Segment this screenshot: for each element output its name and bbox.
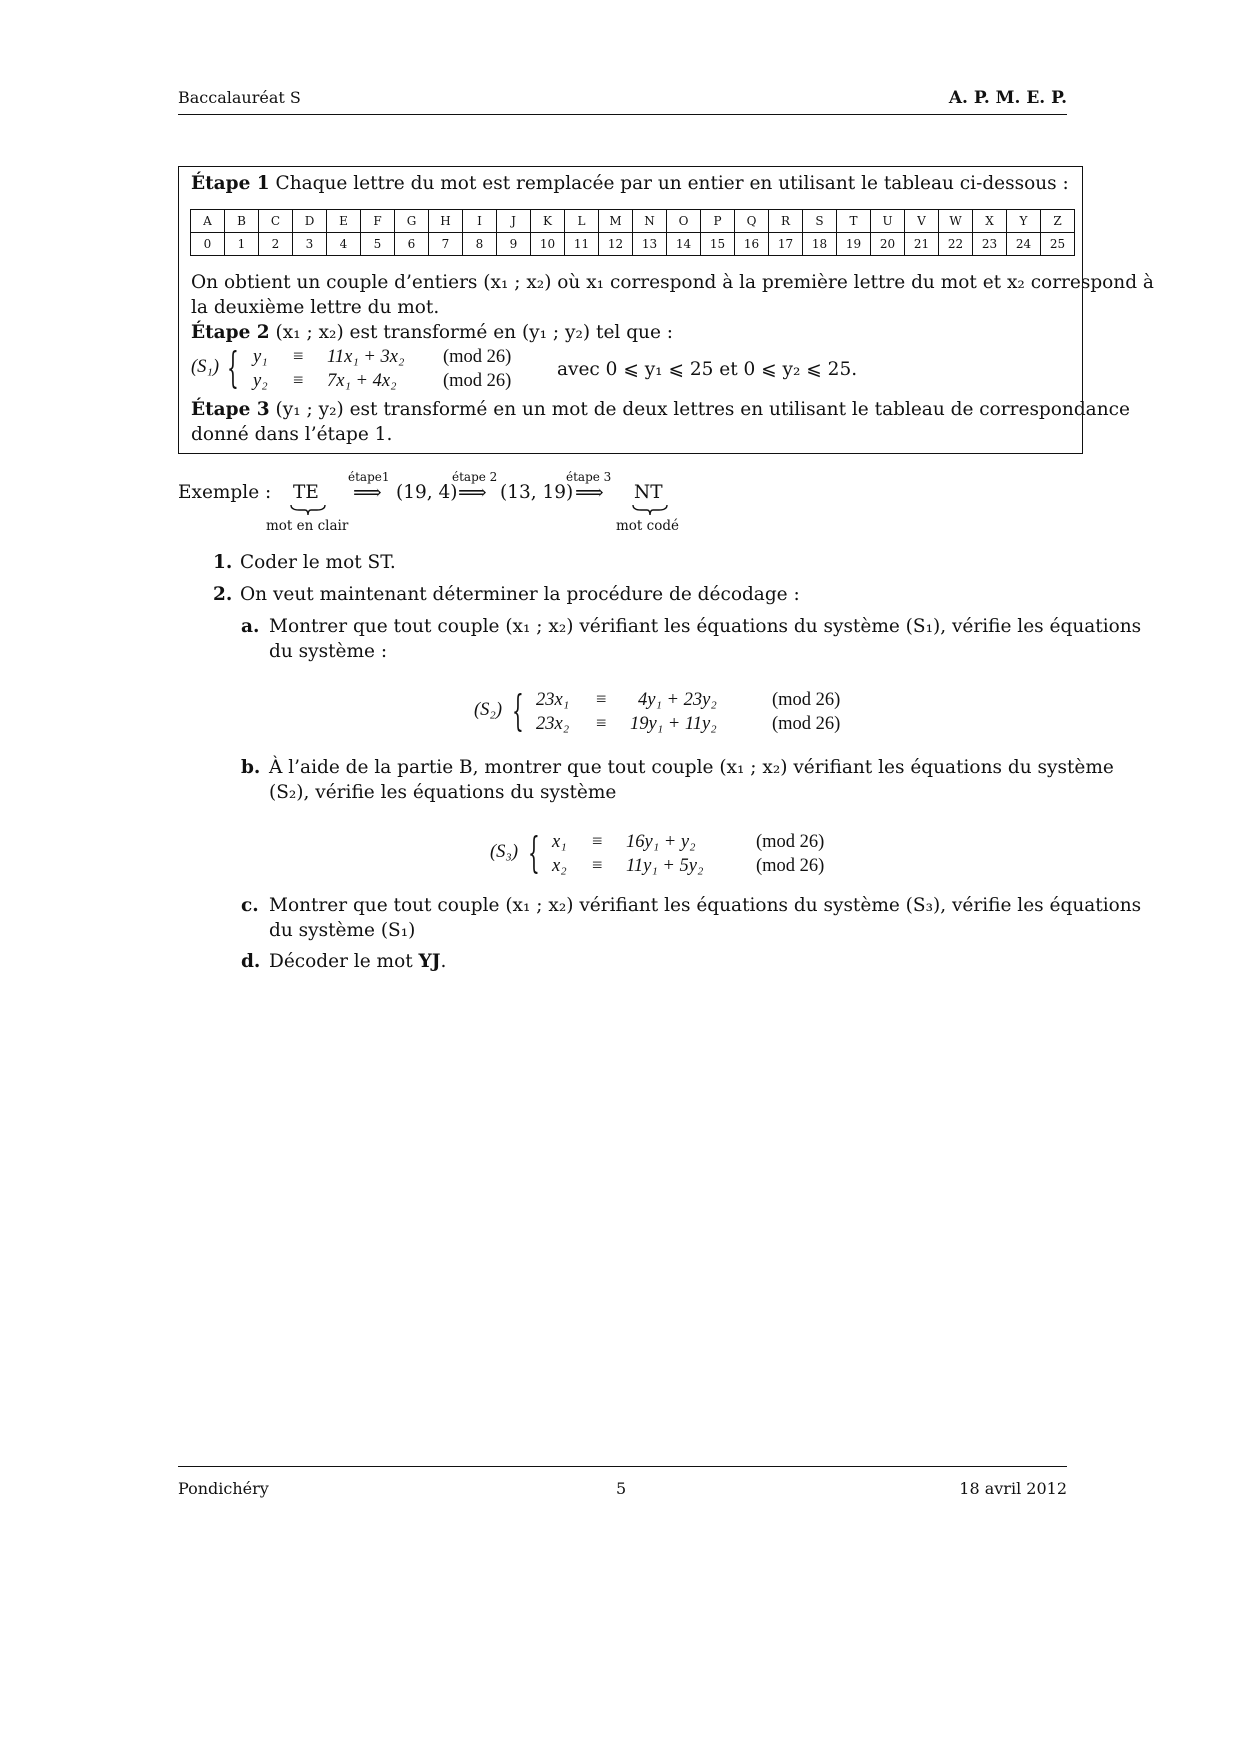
number-cell: 15	[701, 233, 735, 256]
s3-row2-rel: ≡	[592, 856, 603, 876]
etape2-text: (x₁ ; x₂) est transformé en (y₁ ; y₂) tel que :	[269, 322, 674, 343]
number-cell: 0	[191, 233, 225, 256]
qb-line-1: À l’aide de la partie B, montrer que tout couple (x₁ ; x₂) vérifiant les équations du système	[269, 757, 1114, 778]
s2-row2-rel: ≡	[596, 714, 607, 734]
s3-row1-lhs: x₁	[552, 832, 567, 852]
number-cell: 1	[225, 233, 259, 256]
s1-row1-lhs: y₁	[253, 347, 268, 367]
qd-number: d.	[241, 951, 261, 972]
number-cell: 19	[837, 233, 871, 256]
header-apmep: A. P. M. E. P.	[948, 88, 1067, 108]
letter-cell: U	[871, 210, 905, 233]
example-step1: étape1	[348, 470, 390, 484]
s2-row2-mod: (mod 26)	[772, 714, 841, 734]
s2-brace: {	[512, 688, 524, 737]
s1-brace: {	[227, 345, 239, 394]
s2-row2-lhs: 23x₂	[536, 714, 570, 734]
etape3-line-2: donné dans l’étape 1.	[191, 424, 393, 445]
s2-row1-lhs: 23x₁	[536, 690, 570, 710]
letter-cell: I	[463, 210, 497, 233]
number-cell: 11	[565, 233, 599, 256]
letter-cell: W	[939, 210, 973, 233]
footer-location: Pondichéry	[178, 1479, 269, 1498]
number-cell: 18	[803, 233, 837, 256]
letter-cell: H	[429, 210, 463, 233]
example-arrow-2-icon: ⟹	[458, 480, 487, 504]
qa-line-2: du système :	[269, 641, 388, 662]
s2-row1-mod: (mod 26)	[772, 690, 841, 710]
qb-number: b.	[241, 757, 261, 778]
etape3-line	[191, 399, 1130, 420]
s1-condition: avec 0 ⩽ y₁ ⩽ 25 et 0 ⩽ y₂ ⩽ 25.	[557, 359, 858, 380]
letter-cell: B	[225, 210, 259, 233]
page-header	[178, 88, 1067, 115]
letters-row	[191, 210, 1075, 233]
letter-cell: C	[259, 210, 293, 233]
s1-row1-rel: ≡	[293, 347, 304, 367]
qc-line-1: Montrer que tout couple (x₁ ; x₂) vérifiant les équations du système (S₃), vérifie les équations	[269, 895, 1142, 916]
qb-line-2: (S₂), vérifie les équations du système	[269, 782, 617, 803]
footer-page-number: 5	[616, 1479, 627, 1498]
number-cell: 5	[361, 233, 395, 256]
couple-line-2: la deuxième lettre du mot.	[191, 297, 440, 318]
qa-line-1: Montrer que tout couple (x₁ ; x₂) vérifiant les équations du système (S₁), vérifie les équations	[269, 616, 1142, 637]
system-s3	[490, 830, 890, 880]
example-word-plain: TE	[293, 482, 319, 503]
example-step3: étape 3	[566, 470, 612, 484]
letter-cell: Z	[1041, 210, 1075, 233]
letter-cell: G	[395, 210, 429, 233]
letter-cell: D	[293, 210, 327, 233]
s3-name: (S₃)	[490, 842, 519, 862]
etape1-label: Étape 1	[191, 173, 270, 194]
example-word-plain-caption: mot en clair	[266, 518, 349, 534]
s3-row1-mod: (mod 26)	[756, 832, 825, 852]
number-cell: 17	[769, 233, 803, 256]
underbrace-plain-icon	[290, 504, 326, 516]
alphabet-table	[190, 209, 1075, 256]
example-arrow-1-icon: ⟹	[353, 480, 382, 504]
letter-cell: O	[667, 210, 701, 233]
system-s2	[474, 688, 874, 738]
letter-cell: F	[361, 210, 395, 233]
letter-cell: L	[565, 210, 599, 233]
number-cell: 16	[735, 233, 769, 256]
number-cell: 24	[1007, 233, 1041, 256]
s1-row1-rhs: 11x₁ + 3x₂	[327, 347, 405, 367]
letter-cell: R	[769, 210, 803, 233]
letter-cell: E	[327, 210, 361, 233]
etape3-label: Étape 3	[191, 399, 270, 420]
coding-procedure-box	[178, 166, 1154, 454]
system-s1	[191, 345, 1071, 395]
letter-cell: V	[905, 210, 939, 233]
example-diagram	[178, 470, 778, 540]
s3-row2-rhs: 11y₁ + 5y₂	[626, 856, 704, 876]
q2-text: On veut maintenant déterminer la procédure de décodage :	[240, 584, 800, 605]
letter-cell: K	[531, 210, 565, 233]
s1-row2-rel: ≡	[293, 371, 304, 391]
number-cell: 14	[667, 233, 701, 256]
q1-text: Coder le mot ST.	[240, 552, 396, 573]
qd-end: .	[440, 951, 447, 972]
s3-row1-rel: ≡	[592, 832, 603, 852]
etape2-line	[191, 322, 673, 343]
qc-line-2: du système (S₁)	[269, 920, 416, 941]
letter-cell: A	[191, 210, 225, 233]
s1-row2-rhs: 7x₁ + 4x₂	[327, 371, 397, 391]
number-cell: 7	[429, 233, 463, 256]
s2-row1-rel: ≡	[596, 690, 607, 710]
footer-date: 18 avril 2012	[959, 1479, 1067, 1498]
example-pair1: (19, 4)	[396, 482, 458, 503]
page-footer	[178, 1466, 1067, 1497]
s2-row2-rhs: 19y₁ + 11y₂	[630, 714, 717, 734]
q2-number: 2.	[213, 584, 233, 605]
etape3-text: (y₁ ; y₂) est transformé en un mot de deux lettres en utilisant le tableau de correspondance	[269, 399, 1130, 420]
number-cell: 6	[395, 233, 429, 256]
etape1-line	[191, 173, 1069, 194]
qd-word: YJ	[418, 951, 441, 972]
number-cell: 2	[259, 233, 293, 256]
number-cell: 3	[293, 233, 327, 256]
q1-number: 1.	[213, 552, 233, 573]
qc-number: c.	[241, 895, 259, 916]
letter-cell: N	[633, 210, 667, 233]
s3-row2-mod: (mod 26)	[756, 856, 825, 876]
example-word-coded: NT	[634, 482, 663, 503]
underbrace-coded-icon	[632, 504, 668, 516]
number-cell: 23	[973, 233, 1007, 256]
example-label: Exemple :	[178, 482, 272, 503]
qd-text: Décoder le mot	[269, 951, 419, 972]
example-word-coded-caption: mot codé	[616, 518, 679, 534]
letter-cell: X	[973, 210, 1007, 233]
letter-cell: T	[837, 210, 871, 233]
letter-cell: Q	[735, 210, 769, 233]
number-cell: 8	[463, 233, 497, 256]
letter-cell: P	[701, 210, 735, 233]
numbers-row	[191, 233, 1075, 256]
number-cell: 22	[939, 233, 973, 256]
number-cell: 12	[599, 233, 633, 256]
number-cell: 25	[1041, 233, 1075, 256]
example-pair2: (13, 19)	[500, 482, 574, 503]
s1-row2-lhs: y₂	[253, 371, 268, 391]
letter-cell: S	[803, 210, 837, 233]
qd-line	[269, 951, 446, 972]
s3-row1-rhs: 16y₁ + y₂	[626, 832, 696, 852]
s2-row1-rhs: 4y₁ + 23y₂	[638, 690, 717, 710]
number-cell: 21	[905, 233, 939, 256]
etape1-text: Chaque lettre du mot est remplacée par un entier en utilisant le tableau ci-dessous :	[269, 173, 1069, 194]
letter-cell: J	[497, 210, 531, 233]
number-cell: 10	[531, 233, 565, 256]
number-cell: 13	[633, 233, 667, 256]
example-arrow-3-icon: ⟹	[575, 480, 604, 504]
example-step2: étape 2	[452, 470, 498, 484]
s1-row1-mod: (mod 26)	[443, 347, 512, 367]
letter-cell: M	[599, 210, 633, 233]
s1-name: (S₁)	[191, 357, 220, 377]
number-cell: 4	[327, 233, 361, 256]
letter-cell: Y	[1007, 210, 1041, 233]
qa-number: a.	[241, 616, 260, 637]
s2-name: (S₂)	[474, 700, 503, 720]
etape2-label: Étape 2	[191, 322, 270, 343]
s3-brace: {	[528, 830, 540, 879]
couple-line-1: On obtient un couple d’entiers (x₁ ; x₂) où x₁ correspond à la première lettre du mot et x₂ correspond à	[191, 272, 1154, 293]
s3-row2-lhs: x₂	[552, 856, 567, 876]
number-cell: 20	[871, 233, 905, 256]
s1-row2-mod: (mod 26)	[443, 371, 512, 391]
header-exam-title: Baccalauréat S	[178, 88, 301, 107]
number-cell: 9	[497, 233, 531, 256]
